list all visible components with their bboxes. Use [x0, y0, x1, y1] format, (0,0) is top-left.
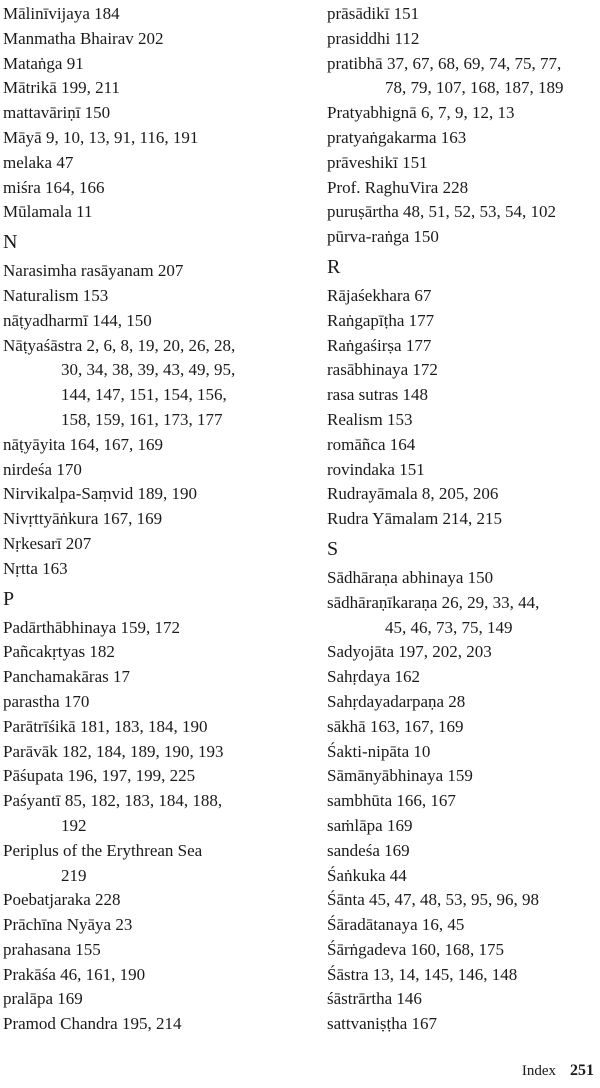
index-entry: Sahṛdayadarpaṇa 28: [327, 691, 466, 711]
index-entry: Realism 153: [327, 409, 413, 429]
index-entry-continuation: 78, 79, 107, 168, 187, 189: [385, 78, 564, 98]
index-entry: nirdeśa 170: [3, 459, 82, 479]
index-entry: sattvaniṣṭha 167: [327, 1014, 438, 1034]
index-entry: Panchamakāras 17: [3, 667, 130, 687]
section-letter-heading: N: [3, 231, 18, 254]
index-entry: sākhā 163, 167, 169: [327, 716, 464, 736]
index-entry-continuation: 144, 147, 151, 154, 156,: [61, 385, 227, 405]
index-entry: śāstrārtha 146: [327, 989, 422, 1009]
index-entry-continuation: 192: [61, 815, 87, 835]
page-number: 251: [570, 1062, 594, 1079]
index-entry: Raṅgaśirṣa 177: [327, 335, 432, 355]
index-entry: Mātrikā 199, 211: [3, 78, 120, 98]
index-entry: pratibhā 37, 67, 68, 69, 74, 75, 77,: [327, 53, 562, 73]
index-entry: Periplus of the Erythrean Sea: [3, 840, 203, 860]
index-entry: mattavāriṇī 150: [3, 103, 111, 123]
index-entry: puruṣārtha 48, 51, 52, 53, 54, 102: [327, 202, 557, 222]
index-entry: Rājaśekhara 67: [327, 285, 432, 305]
index-entry: Pañcakṛtyas 182: [3, 642, 115, 662]
page-footer: [522, 1062, 594, 1080]
index-entry: romāñca 164: [327, 434, 416, 454]
index-entry: Padārthābhinaya 159, 172: [3, 617, 181, 637]
index-entry: Mūlamala 11: [3, 202, 93, 222]
index-entry: Sādhāraṇa abhinaya 150: [327, 567, 494, 587]
index-entry: saṁlāpa 169: [327, 815, 413, 835]
index-entry: Nāṭyaśāstra 2, 6, 8, 19, 20, 26, 28,: [3, 335, 236, 355]
index-entry: prasiddhi 112: [327, 28, 420, 48]
index-entry: rasa sutras 148: [327, 385, 429, 405]
index-entry: miśra 164, 166: [3, 177, 105, 197]
index-entry: prāsādikī 151: [327, 4, 420, 23]
index-entry: Mālinīvijaya 184: [3, 4, 120, 23]
index-entry: Manmatha Bhairav 202: [3, 28, 164, 48]
index-entry: Nṛkesarī 207: [3, 533, 92, 553]
index-entry: Prakāśa 46, 161, 190: [3, 964, 146, 984]
index-entry: Māyā 9, 10, 13, 91, 116, 191: [3, 127, 199, 147]
index-entry-continuation: 158, 159, 161, 173, 177: [61, 409, 223, 429]
index-entry: Prāchīna Nyāya 23: [3, 915, 133, 935]
index-entry: nāṭyāyita 164, 167, 169: [3, 434, 164, 454]
index-entry: prāveshikī 151: [327, 152, 428, 172]
index-entry: Śaṅkuka 44: [327, 865, 407, 885]
index-entry: rasābhinaya 172: [327, 360, 438, 380]
index-entry: Rudra Yāmalam 214, 215: [327, 509, 502, 529]
index-entry: melaka 47: [3, 152, 74, 172]
index-entry: pūrva-raṅga 150: [327, 227, 439, 247]
index-entry: Naturalism 153: [3, 285, 109, 305]
section-letter-heading: P: [3, 587, 15, 610]
index-entry: Nivṛttyāṅkura 167, 169: [3, 509, 163, 529]
index-entry: Parāvāk 182, 184, 189, 190, 193: [3, 741, 224, 761]
index-entry: pralāpa 169: [3, 989, 83, 1009]
index-entry: Pratyabhignā 6, 7, 9, 12, 13: [327, 103, 515, 123]
index-entry: Rudrayāmala 8, 205, 206: [327, 484, 499, 504]
index-entry: rovindaka 151: [327, 459, 425, 479]
section-letter-heading: R: [327, 255, 341, 278]
index-entry: Poebatjaraka 228: [3, 890, 121, 910]
index-entry: Śakti-nipāta 10: [327, 741, 431, 761]
footer-label: Index: [521, 1063, 556, 1079]
index-entry: parastha 170: [3, 691, 90, 711]
index-entry: Paśyantī 85, 182, 183, 184, 188,: [3, 791, 223, 811]
index-entry-continuation: 45, 46, 73, 75, 149: [385, 617, 513, 637]
index-entry: sambhūta 166, 167: [327, 791, 456, 811]
index-entry: Narasimha rasāyanam 207: [3, 261, 184, 281]
index-entry: Pramod Chandra 195, 214: [3, 1014, 182, 1034]
index-entry: sādhāraṇīkaraṇa 26, 29, 33, 44,: [327, 592, 540, 612]
index-entry: Parātrīśikā 181, 183, 184, 190: [3, 716, 208, 736]
index-entry: pratyaṅgakarma 163: [327, 127, 467, 147]
index-entry: Sadyojāta 197, 202, 203: [327, 642, 492, 662]
index-entry: Śāstra 13, 14, 145, 146, 148: [327, 964, 518, 984]
index-entry: Pāśupata 196, 197, 199, 225: [3, 766, 196, 786]
section-letter-heading: S: [327, 537, 339, 560]
index-entry: Śārṅgadeva 160, 168, 175: [327, 939, 505, 959]
index-column-right: [327, 2, 599, 1037]
index-entry: prahasana 155: [3, 939, 101, 959]
index-entry-continuation: 219: [61, 865, 87, 885]
index-entry: Śāradātanaya 16, 45: [327, 915, 465, 935]
index-entry: Raṅgapīṭha 177: [327, 310, 435, 330]
index-entry: Śānta 45, 47, 48, 53, 95, 96, 98: [327, 890, 540, 910]
index-entry-continuation: 30, 34, 38, 39, 43, 49, 95,: [61, 360, 236, 380]
index-entry: Prof. RaghuVira 228: [327, 177, 469, 197]
index-entry: Mataṅga 91: [3, 53, 84, 73]
index-entry: Nirvikalpa-Saṃvid 189, 190: [3, 484, 198, 504]
index-column-left: [3, 2, 303, 1037]
index-entry: Sāmānyābhinaya 159: [327, 766, 473, 786]
index-entry: sandeśa 169: [327, 840, 410, 860]
index-entry: Nṛtta 163: [3, 558, 68, 578]
index-entry: Sahṛdaya 162: [327, 667, 421, 687]
index-entry: nāṭyadharmī 144, 150: [3, 310, 152, 330]
